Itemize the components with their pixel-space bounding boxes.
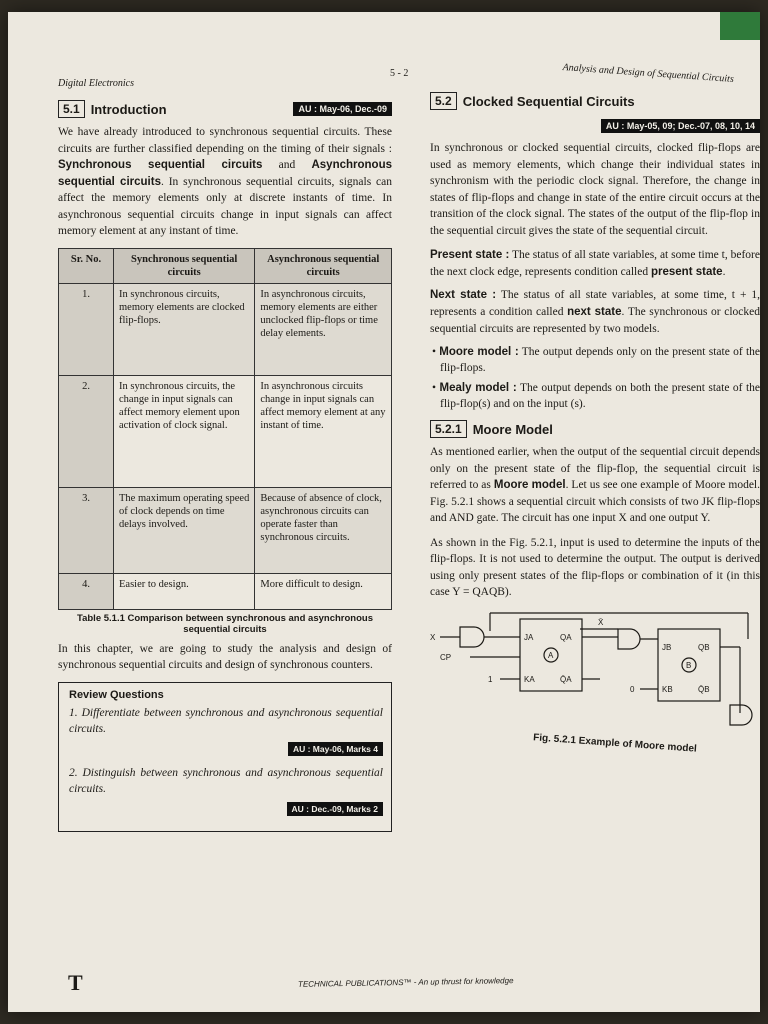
textbook-page <box>8 12 760 1012</box>
section-5-1-heading <box>58 100 392 118</box>
running-header-left: Digital Electronics <box>58 78 135 89</box>
label-a: A <box>548 650 554 660</box>
section-title: Introduction <box>90 101 167 117</box>
chapter-paragraph: In this chapter, we are going to study the analysis and design of synchronous sequential circuits and design of synchronous counters. <box>58 642 392 671</box>
section-5-2-1-heading <box>430 420 760 438</box>
exam-badge: AU : May-05, 09; Dec.-07, 08, 10, 14 <box>601 119 760 133</box>
figure-5-2-1 <box>430 609 760 755</box>
label-x: X <box>430 632 436 642</box>
label-xbar: X̄ <box>598 617 604 627</box>
present-state-definition: Present state : The status of all state variables, at some time t, before the next clock edge, represents condition called present state. <box>430 249 760 278</box>
label-qa: QA <box>560 632 572 642</box>
moore-paragraph-1: As mentioned earlier, when the output of the sequential circuit depends only on the present state of the flip-flop, the sequential circuit is referred to as Moore model. Let us see one example of Moore model. Fig. 5.2.1 shows a sequential circuit which consists of two JK flip-flops and AND gate. The circuit has one input X and one output Y. <box>430 446 761 524</box>
table-caption: Table 5.1.1 Comparison between synchronous and asynchronous sequential circuits <box>77 612 373 635</box>
label-b: B <box>686 660 692 670</box>
section-title: Moore Model <box>472 421 553 437</box>
clocked-paragraph: In synchronous or clocked sequential circuits, clocked flip-flops are used as memory elements, which change their individual states in synchronism with the periodic clock signal. Therefore, the change in states of flip-flops and change in state of the entire circuit occurs at the transition of the clock signal. The states of the output of the flip-flop in the sequential circuit gives the state of the sequential circuit. <box>430 142 760 237</box>
review-title: Review Questions <box>69 688 164 701</box>
question-2: 2. Distinguish between synchronous and asynchronous sequential circuits. <box>69 766 383 795</box>
label-ja: JA <box>524 632 534 642</box>
publisher-footer: TECHNICAL PUBLICATIONS™ - An up thrust for knowledge <box>297 976 514 989</box>
section-number: 5.1 <box>58 100 85 118</box>
right-column <box>430 92 761 755</box>
publisher-logo: T <box>68 970 83 995</box>
label-ka: KA <box>524 674 535 684</box>
table-row: 2. In synchronous circuits, the change in input signals can affect memory element upon activation of clock signal. In asynchronous circuits change in input signals can affect memory element at any instant of time. <box>59 375 392 487</box>
page-number: 5 - 2 <box>390 68 409 79</box>
left-column <box>58 100 392 832</box>
header-sync: Synchronous sequential circuits <box>114 248 255 283</box>
input-and-gate <box>460 627 484 647</box>
review-questions-box <box>58 682 392 832</box>
question-2-tag: AU : Dec.-09, Marks 2 <box>287 802 383 816</box>
running-header-right: Analysis and Design of Sequential Circuits <box>562 62 735 85</box>
intro-paragraph: We have already introduced to synchronous sequential circuits. These circuits are further classified depending on the timing of their signals : Synchronous sequential circuits and Asynchronous sequential circuits. In synchronous sequential circuits, signals can affect the memory elements only at discrete instants of time. In asynchronous sequential circuits change in input signals can affect memory element at any instant of time. <box>58 126 392 237</box>
figure-caption: Fig. 5.2.1 Example of Moore model <box>532 731 698 755</box>
label-zero: 0 <box>630 684 635 694</box>
exam-badge: AU : May-06, Dec.-09 <box>293 102 392 116</box>
label-qbbar: Q̄B <box>698 684 710 694</box>
table-header-row <box>59 248 392 283</box>
label-qabar: Q̄A <box>560 674 572 684</box>
section-5-2-heading <box>430 92 760 110</box>
comparison-table <box>58 248 392 610</box>
moore-paragraph-2: As shown in the Fig. 5.2.1, input is used to determine the inputs of the flip-flops. It is not used to determine the output. The output is derived using only present states of the flip-flops or combination of it (in this case Y = QAQB). <box>430 536 760 598</box>
header-async: Asynchronous sequential circuits <box>255 248 392 283</box>
label-jb: JB <box>662 642 672 652</box>
green-corner <box>720 12 760 40</box>
label-qb: QB <box>698 642 710 652</box>
table-row: 3. The maximum operating speed of clock depends on time delays involved. Because of absence of clock, asynchronous circuits can operate faster than synchronous circuits. <box>59 487 392 573</box>
label-cp: CP <box>440 652 452 662</box>
output-and-gate <box>730 705 752 725</box>
middle-and-gate <box>618 629 640 649</box>
section-number: 5.2.1 <box>430 420 467 438</box>
table-row: 1. In synchronous circuits, memory elements are clocked flip-flops. In asynchronous circuits, memory elements are either unclocked flip-flops or time delay elements. <box>59 283 392 375</box>
section-title: Clocked Sequential Circuits <box>462 93 635 109</box>
moore-circuit-diagram <box>430 609 760 729</box>
moore-bullet: • Moore model : The output depends only on the present state of the flip-flops. <box>432 346 760 374</box>
label-one: 1 <box>488 674 493 684</box>
table-row: 4. Easier to design. More difficult to design. <box>59 573 392 609</box>
header-sr: Sr. No. <box>59 248 114 283</box>
question-1: 1. Differentiate between synchronous and asynchronous sequential circuits. <box>69 706 383 735</box>
section-number: 5.2 <box>430 92 457 110</box>
label-kb: KB <box>662 684 673 694</box>
question-1-tag: AU : May-06, Marks 4 <box>288 742 383 756</box>
mealy-bullet: • Mealy model : The output depends on both the present state of the flip-flop(s) and on the input (s). <box>432 382 761 410</box>
next-state-definition: Next state : The status of all state variables, at some time, t + 1, represents a condition called next state. The synchronous or clocked sequential circuits are represented by two models. <box>430 289 761 335</box>
